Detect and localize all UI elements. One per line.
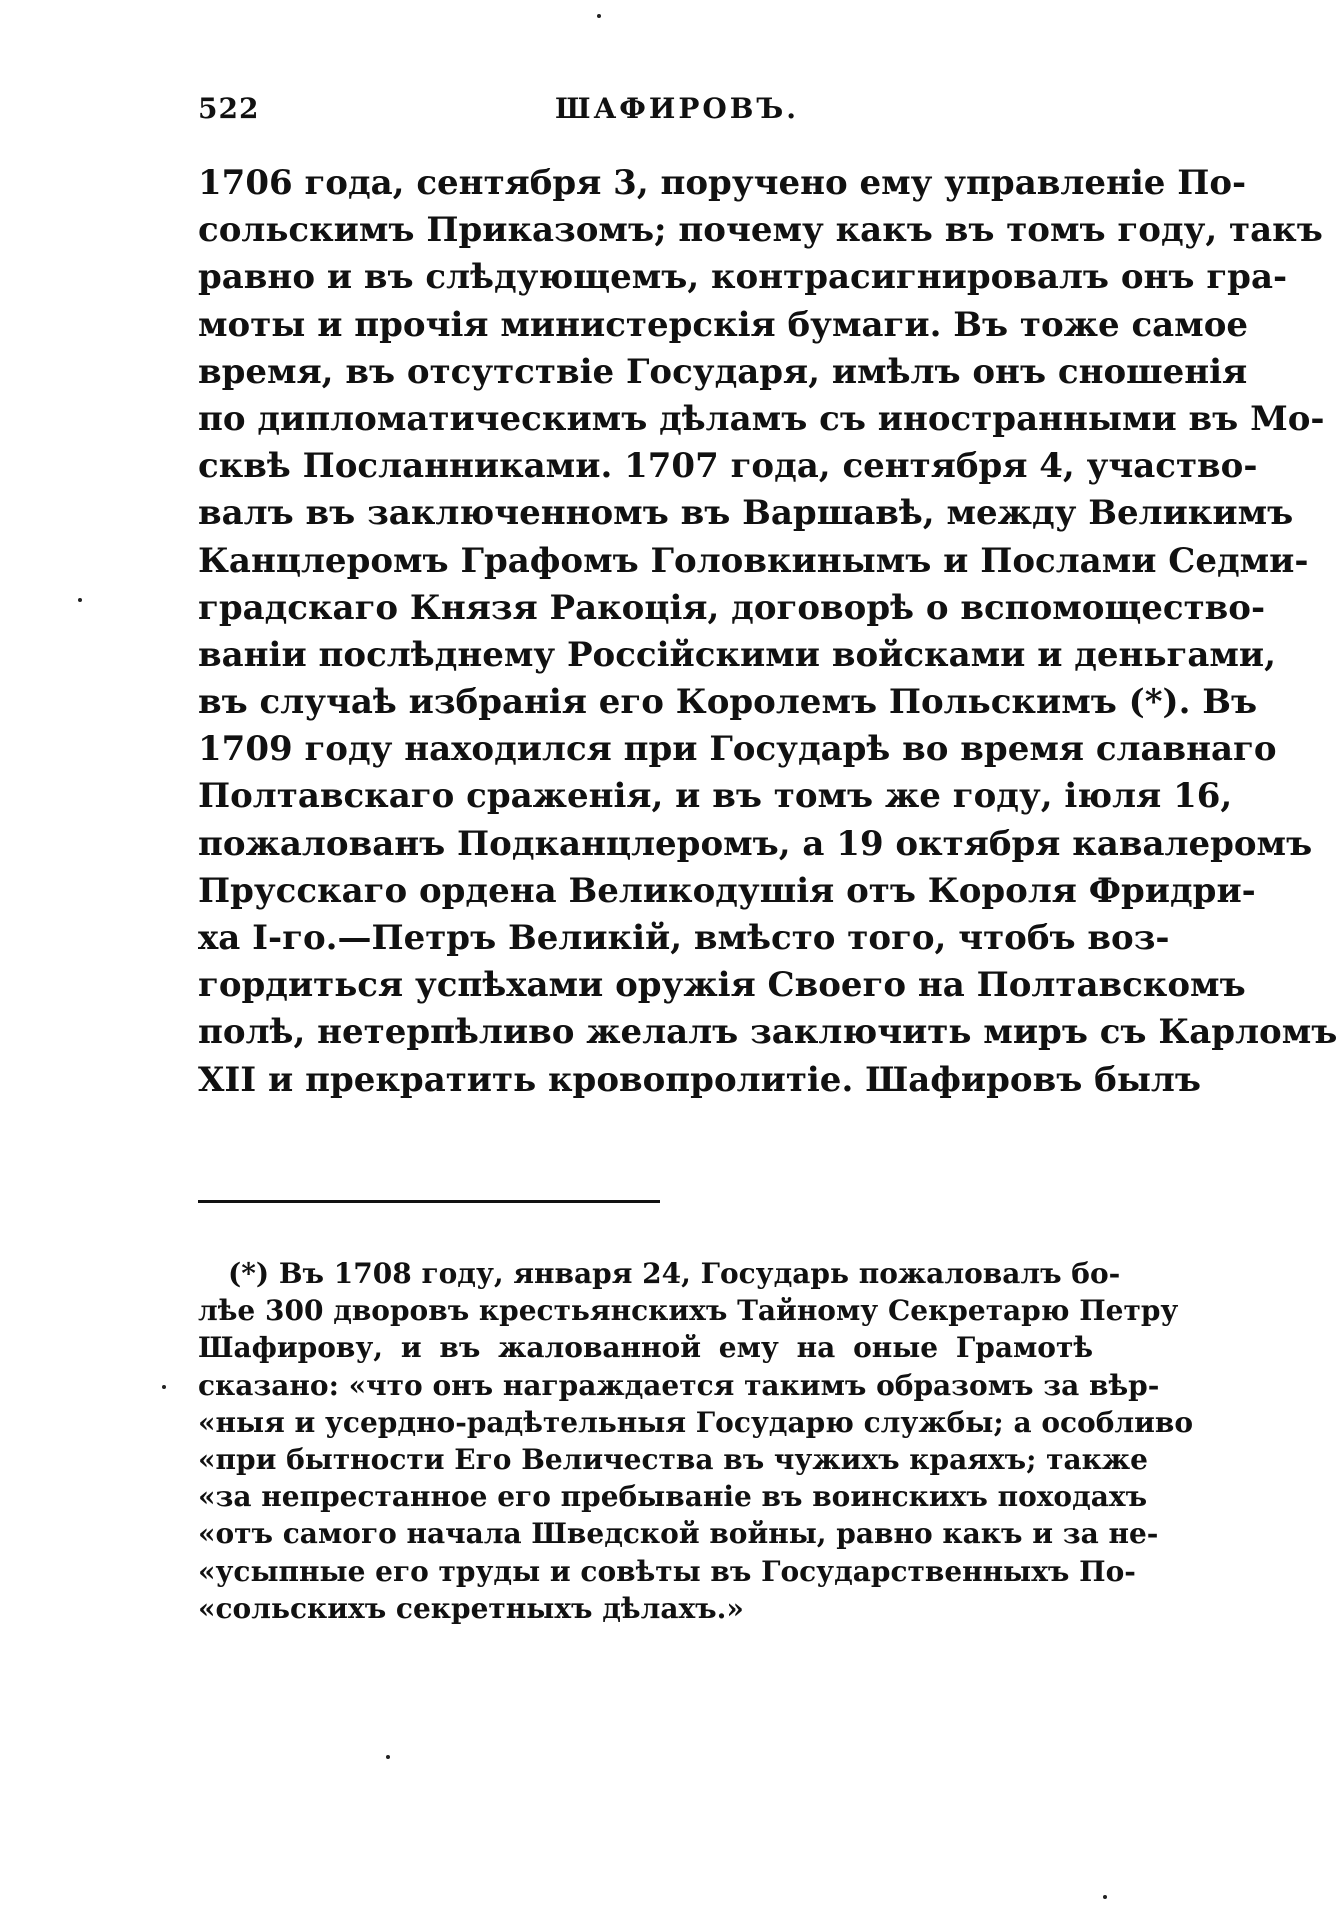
footnote-line: (*) Въ 1708 году, января 24, Государь пожаловалъ бо- xyxy=(228,1257,1121,1290)
scan-speck xyxy=(1103,1895,1107,1899)
text-line: гордиться успѣхами оружія Своего на Полтавскомъ xyxy=(198,965,1246,1006)
text-line: время, въ отсутствіе Государя, имѣлъ онъ сношенія xyxy=(198,351,1248,392)
text-line: градскаго Князя Ракоція, договорѣ о вспомощество- xyxy=(198,587,1266,628)
footnote-line: «отъ самого начала Шведской войны, равно какъ и за не- xyxy=(198,1517,1159,1551)
scan-speck xyxy=(78,598,82,602)
footnote-line: лѣе 300 дворовъ крестьянскихъ Тайному Секретарю Петру xyxy=(198,1294,1179,1328)
scan-speck xyxy=(597,14,601,18)
footnote xyxy=(198,1255,1194,1627)
text-line: ваніи послѣднему Россійскими войсками и деньгами, xyxy=(198,634,1276,675)
footnote-line: сказано: «что онъ награждается такимъ образомъ за вѣр- xyxy=(198,1368,1160,1402)
footnote-line: «ныя и усердно-радѣтельныя Государю службы; а особливо xyxy=(198,1405,1194,1439)
text-line: по дипломатическимъ дѣламъ съ иностранными въ Мо- xyxy=(198,398,1325,439)
text-line: сквѣ Посланниками. 1707 года, сентября 4, участво- xyxy=(198,446,1258,487)
footnote-line: «сольскихъ секретныхъ дѣлахъ.» xyxy=(198,1591,744,1625)
text-line: Канцлеромъ Графомъ Головкинымъ и Послами Седми- xyxy=(198,540,1309,581)
text-line: сольскимъ Приказомъ; почему какъ въ томъ году, такъ xyxy=(198,210,1323,251)
footnote-line: «при бытности Его Величества въ чужихъ краяхъ; также xyxy=(198,1442,1148,1476)
text-line: XII и прекратить кровопролитіе. Шафировъ былъ xyxy=(198,1059,1201,1100)
text-line: 1709 году находился при Государѣ во время славнаго xyxy=(198,729,1277,770)
scan-speck xyxy=(386,1755,390,1759)
text-line: равно и въ слѣдующемъ, контрасигнировалъ онъ гра- xyxy=(198,257,1288,298)
text-line: въ случаѣ избранія его Королемъ Польскимъ (*). Въ xyxy=(198,682,1258,723)
text-line: Прусскаго ордена Великодушія отъ Короля Фридри- xyxy=(198,870,1256,911)
text-line: валъ въ заключенномъ въ Варшавѣ, между Великимъ xyxy=(198,493,1294,534)
footnote-line: «за непрестанное его пребываніе въ воинскихъ походахъ xyxy=(198,1480,1148,1514)
main-text xyxy=(198,160,1337,1104)
text-line: моты и прочія министерскія бумаги. Въ тоже самое xyxy=(198,304,1249,345)
footnote-rule xyxy=(198,1200,660,1203)
footnote-line: Шафирову, и въ жалованной ему на оные Грамотѣ xyxy=(198,1331,1093,1365)
text-line: полѣ, нетерпѣливо желалъ заключить миръ съ Карломъ xyxy=(198,1012,1337,1053)
text-line: ха I-го.—Петръ Великій, вмѣсто того, чтобъ воз- xyxy=(198,918,1170,958)
footnote-line: «усыпные его труды и совѣты въ Государственныхъ По- xyxy=(198,1554,1136,1588)
running-head: ШАФИРОВЪ. xyxy=(555,92,799,125)
text-line: пожалованъ Подканцлеромъ, а 19 октября кавалеромъ xyxy=(198,823,1313,864)
scan-speck xyxy=(162,1385,166,1389)
page-number: 522 xyxy=(198,92,260,125)
text-line: Полтавскаго сраженія, и въ томъ же году, іюля 16, xyxy=(198,776,1233,817)
text-line: 1706 года, сентября 3, поручено ему управленіе По- xyxy=(198,163,1247,203)
